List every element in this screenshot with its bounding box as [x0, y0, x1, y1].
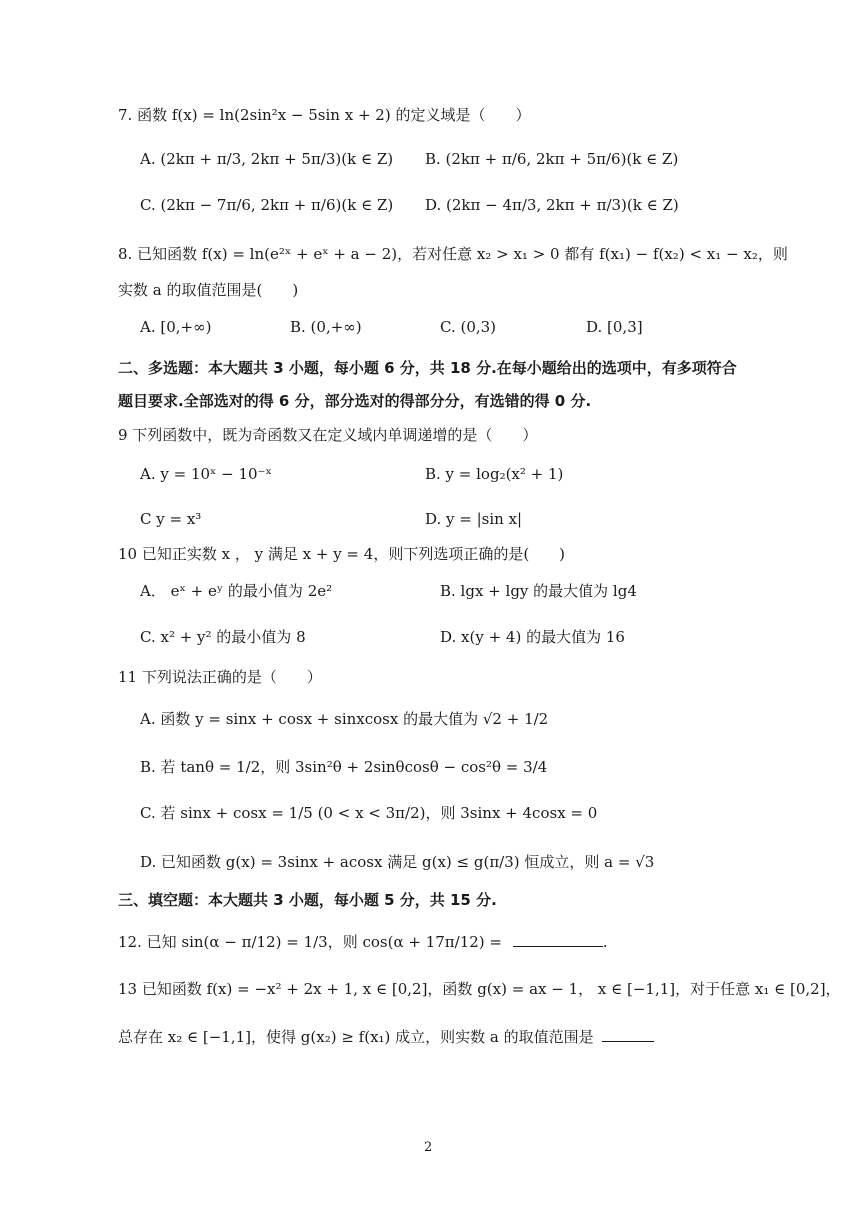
q11-option-d: D. 已知函数 g(x) = 3sinx + acosx 满足 g(x) ≤ g(π/3) 恒成立，则 a = √3 — [140, 853, 655, 871]
q13-answer-blank[interactable] — [602, 1041, 654, 1042]
q7-option-d: D. (2kπ − 4π/3, 2kπ + π/3)(k ∈ Z) — [425, 196, 679, 214]
q10-option-d: D. x(y + 4) 的最大值为 16 — [440, 628, 625, 646]
q8-option-d: D. [0,3] — [586, 318, 643, 336]
section2-heading-line2: 题目要求.全部选对的得 6 分，部分选对的得部分分，有选错的得 0 分. — [118, 392, 592, 410]
q7-stem: 7. 函数 f(x) = ln(2sin²x − 5sin x + 2) 的定义域是（ ） — [118, 106, 531, 124]
q7-option-a: A. (2kπ + π/3, 2kπ + 5π/3)(k ∈ Z) — [140, 150, 394, 168]
q8-option-b: B. (0,+∞) — [290, 318, 362, 336]
q9-option-c: C y = x³ — [140, 510, 202, 528]
q8-option-c: C. (0,3) — [440, 318, 497, 336]
q10-option-b: B. lgx + lgy 的最大值为 lg4 — [440, 582, 637, 600]
q11-stem: 11 下列说法正确的是（ ） — [118, 668, 322, 686]
q13-stem-line2: 总存在 x₂ ∈ [−1,1]，使得 g(x₂) ≥ f(x₁) 成立，则实数 a 的取值范围是 — [118, 1028, 594, 1046]
section3-heading: 三、填空题：本大题共 3 小题，每小题 5 分，共 15 分. — [118, 891, 497, 909]
q8-stem-line1: 8. 已知函数 f(x) = ln(e²ˣ + eˣ + a − 2)，若对任意 x₂ > x₁ > 0 都有 f(x₁) − f(x₂) < x₁ − x₂，则 — [118, 245, 788, 263]
q13-stem-line1: 13 已知函数 f(x) = −x² + 2x + 1, x ∈ [0,2]，函数 g(x) = ax − 1， x ∈ [−1,1]，对于任意 x₁ ∈ [0,2]， — [118, 980, 841, 998]
q7-option-c: C. (2kπ − 7π/6, 2kπ + π/6)(k ∈ Z) — [140, 196, 394, 214]
q10-stem: 10 已知正实数 x ， y 满足 x + y = 4，则下列选项正确的是( ) — [118, 545, 566, 563]
q12-stem: 12. 已知 sin(α − π/12) = 1/3，则 cos(α + 17π/12) = — [118, 933, 502, 951]
q11-option-a: A. 函数 y = sinx + cosx + sinxcosx 的最大值为 √2 + 1/2 — [140, 710, 549, 728]
q12-answer-blank[interactable] — [513, 946, 603, 947]
q11-option-c: C. 若 sinx + cosx = 1/5 (0 < x < 3π/2)，则 3sinx + 4cosx = 0 — [140, 804, 598, 822]
q11-option-b: B. 若 tanθ = 1/2，则 3sin²θ + 2sinθcosθ − cos²θ = 3/4 — [140, 758, 548, 776]
page-number: 2 — [424, 1140, 433, 1155]
q8-stem-line2: 实数 a 的取值范围是( ) — [118, 281, 299, 299]
q10-option-a: A． eˣ + eʸ 的最小值为 2e² — [140, 582, 333, 600]
q7-option-b: B. (2kπ + π/6, 2kπ + 5π/6)(k ∈ Z) — [425, 150, 679, 168]
q9-option-a: A. y = 10ˣ − 10⁻ˣ — [140, 465, 272, 483]
q9-option-b: B. y = log₂(x² + 1) — [425, 465, 564, 483]
section2-heading-line1: 二、多选题：本大题共 3 小题，每小题 6 分，共 18 分.在每小题给出的选项中，有多项符合 — [118, 359, 737, 377]
q9-option-d: D. y = |sin x| — [425, 510, 523, 528]
q13-row2 — [118, 1026, 654, 1047]
q12-period: . — [602, 933, 608, 951]
q9-stem: 9 下列函数中，既为奇函数又在定义域内单调递增的是（ ） — [118, 426, 538, 444]
q12-row — [118, 931, 608, 952]
q10-option-c: C. x² + y² 的最小值为 8 — [140, 628, 306, 646]
q8-option-a: A. [0,+∞) — [140, 318, 212, 336]
